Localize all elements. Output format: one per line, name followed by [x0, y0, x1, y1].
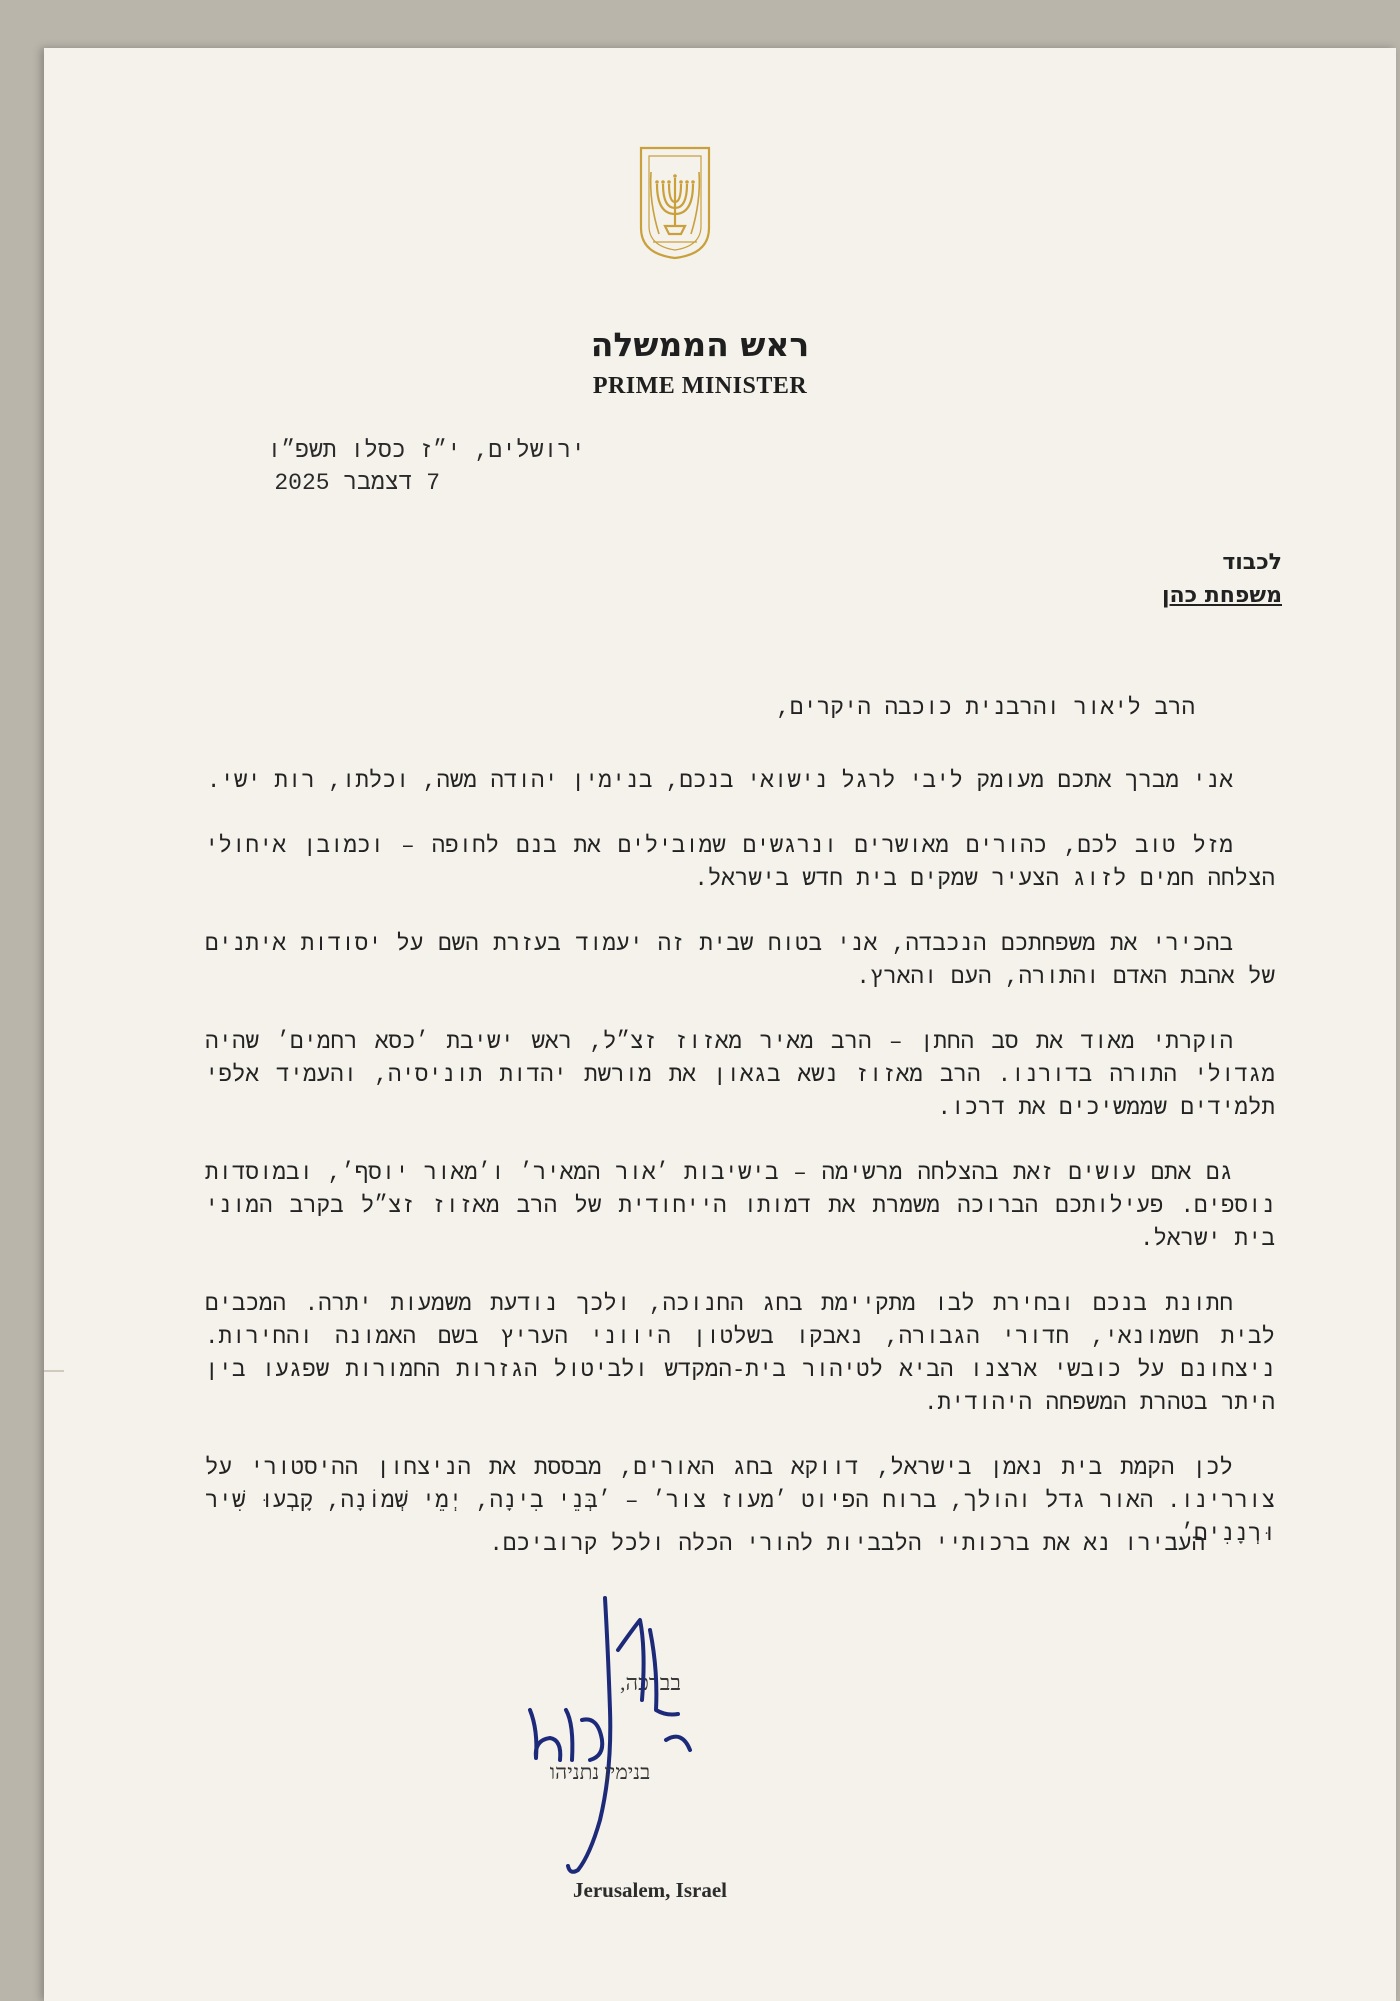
body-paragraph-7: לכן הקמת בית נאמן בישראל, דווקא בחג האורים, מבססת את הניצחון ההיסטורי על צוררינו. האור גדל והולך, ברוח הפיוט ׳מעוז צור׳ – ׳בְּנֵי בִינָה, יְמֵי שְׁמוֹנָה, קָבְעוּ שִׁיר וּרְנָנִים׳.	[205, 1455, 1275, 1547]
hebrew-date-line: ירושלים, י״ז כסלו תשפ״ו	[267, 438, 585, 464]
recipient-name: משפחת כהן	[1161, 583, 1282, 608]
salutation: הרב ליאור והרבנית כוכבה היקרים,	[776, 695, 1195, 721]
letter-body	[205, 692, 1275, 1583]
handwritten-signature	[490, 1590, 720, 1880]
state-emblem-icon	[635, 142, 715, 262]
blessing-closing: בברכה,	[620, 1670, 681, 1695]
office-title-hebrew: ראש הממשלה	[590, 325, 810, 364]
signer-name: בנימין נתניהו	[549, 1760, 651, 1784]
body-paragraph-4: הוקרתי מאוד את סב החתן – הרב מאיר מאזוז זצ״ל, ראש ישיבת ׳כסא רחמים׳ שהיה מגדולי התורה בדורנו. הרב מאזוז נשא בגאון את מורשת יהדות תוניסיה, והעמיד אלפי תלמידים שממשיכים את דרכו.	[205, 1029, 1275, 1121]
recipient-block	[1162, 550, 1282, 608]
body-paragraph-3: בהכירי את משפחתכם הנכבדה, אני בטוח שבית זה יעמוד בעזרת השם על יסודות איתנים של אהבת האדם והתורה, העם והארץ.	[205, 931, 1275, 990]
body-paragraph-1: אני מברך אתכם מעומק ליבי לרגל נישואי בנכם, בנימין יהודה משה, וכלתו, רות ישי.	[206, 768, 1233, 794]
body-paragraph-5: גם אתם עושים זאת בהצלחה מרשימה – בישיבות ׳אור המאיר׳ ו׳מאור יוסף׳, ובמוסדות נוספים. פעילותכם הברוכה משמרת את דמותו הייחודית של הרב מאזוז זצ״ל בקרב המוני בית ישראל.	[205, 1160, 1275, 1252]
closing-line: העבירו נא את ברכותיי הלבביות להורי הכלה ולכל קרוביכם.	[489, 1531, 1205, 1557]
office-title-english: PRIME MINISTER	[592, 373, 808, 399]
paper-fold-mark	[44, 1370, 64, 1372]
letterhead-location: Jerusalem, Israel	[573, 1878, 727, 1902]
recipient-honorific: לכבוד	[1222, 550, 1282, 575]
gregorian-date-line: 7 דצמבר 2025	[274, 470, 440, 496]
body-paragraph-6: חתונת בנכם ובחירת לבו מתקיימת בחג החנוכה, ולכך נודעת משמעות יתרה. המכבים לבית חשמונאי, חדורי הגבורה, נאבקו בשלטון היווני העריץ בשם האמונה והחירות. ניצחונם על כובשי ארצנו הביא לטיהור בית-המקדש ולביטול הגזרות החמורות שפגעו בין היתר בטהרת המשפחה היהודית.	[205, 1291, 1275, 1416]
place-and-date	[165, 438, 585, 496]
body-paragraph-2: מזל טוב לכם, כהורים מאושרים ונרגשים שמובילים את בנם לחופה – וכמובן איחולי הצלחה חמים לזוג הצעיר שמקים בית חדש בישראל.	[205, 833, 1275, 892]
